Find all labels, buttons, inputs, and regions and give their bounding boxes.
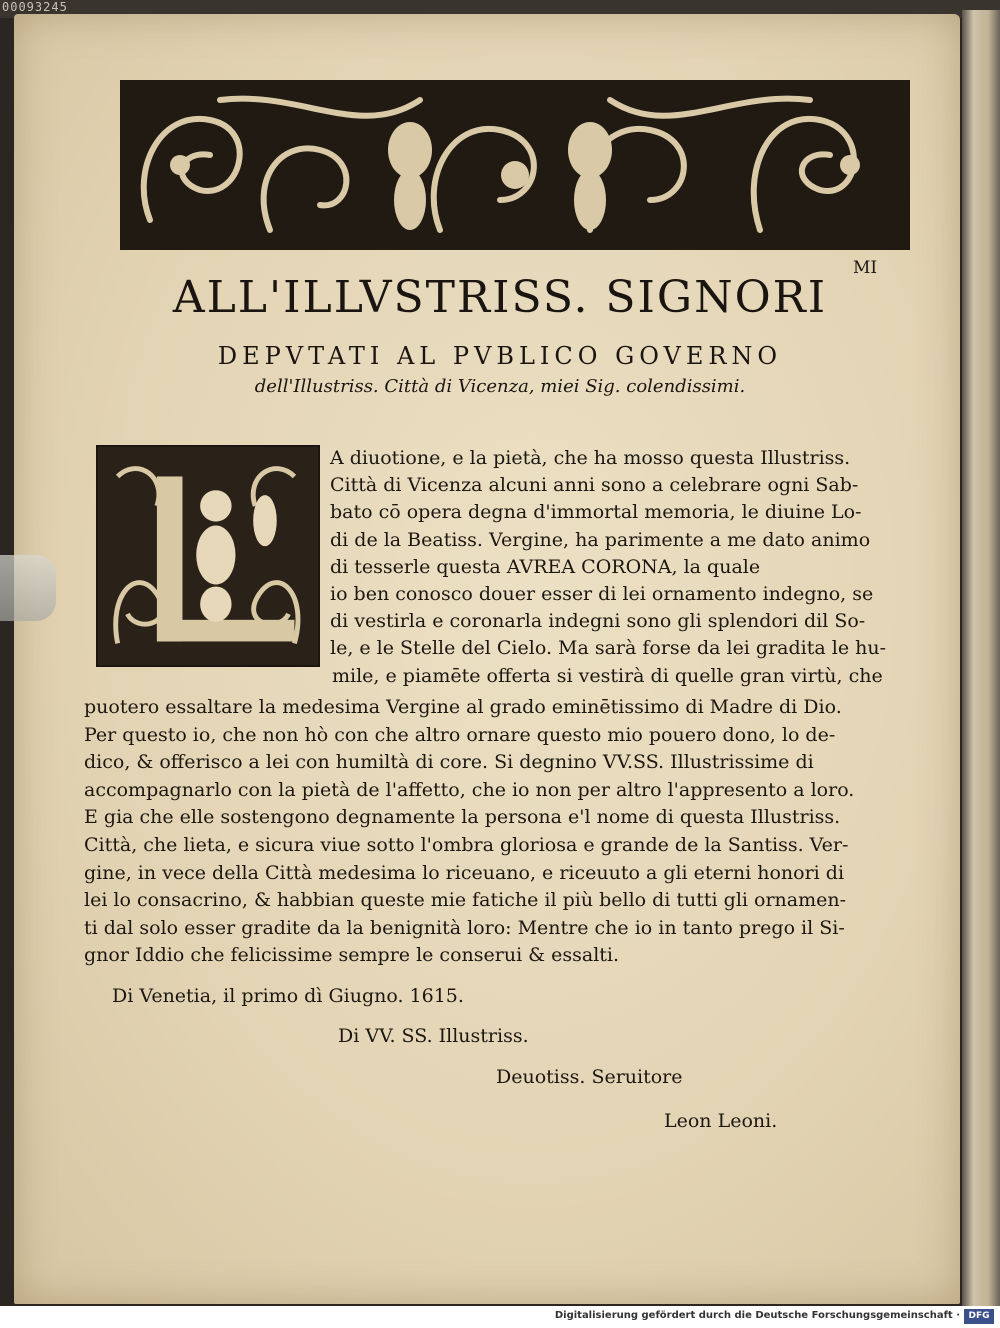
text-line: le, e le Stelle del Cielo. Ma sarà forse da lei gradita le hu- — [330, 637, 886, 660]
text-line: puotero essaltare la medesima Vergine al grado eminētissimo di Madre di Dio. — [84, 696, 842, 718]
text-line: Città di Vicenza alcuni anni sono a celebrare ogni Sab- — [330, 474, 859, 497]
woodcut-headpiece — [120, 80, 910, 250]
text-line: mile, e piamēte offerta si vestirà di quelle gran virtù, che — [332, 664, 883, 687]
text-line: Città, che lieta, e sicura viue sotto l'ombra gloriosa e grande de la Santiss. Ver- — [84, 834, 849, 856]
decorated-initial-L — [96, 445, 320, 667]
footer-bar — [0, 1306, 1000, 1328]
signature-mark: MI — [853, 258, 878, 278]
scanner-clip — [0, 555, 56, 621]
text-line: bato cō opera degna d'immortal memoria, le diuine Lo- — [330, 501, 862, 524]
text-line: gnor Iddio che felicissime sempre le conserui & essalti. — [84, 944, 620, 967]
footer-credit: Digitalisierung gefördert durch die Deutsche Forschungsgemeinschaft · — [554, 1310, 960, 1321]
text-line: di de la Beatiss. Vergine, ha parimente a me dato animo — [330, 528, 871, 551]
page-subtitle: DEPVTATI AL PVBLICO GOVERNO — [217, 342, 783, 370]
closing-signature: Leon Leoni. — [664, 1110, 778, 1132]
closing-date: Di Venetia, il primo dì Giugno. 1615. — [112, 985, 464, 1007]
text-line: Per questo io, che non hò con che altro ornare questo mio pouero dono, lo de- — [84, 723, 836, 746]
dfg-logo: DFG — [964, 1309, 994, 1324]
text-line: lei lo consacrino, & habbian queste mie fatiche il più bello di tutti gli ornamen- — [84, 889, 847, 912]
text-line: accompagnarlo con la pietà de l'affetto, che io non per altro l'appresento a loro. — [84, 778, 855, 801]
page-title: ALL'ILLVSTRISS. SIGNORI — [172, 272, 828, 323]
text-line: ti dal solo esser gradite da la benignità loro: Mentre che io in tanto prego il Si- — [84, 916, 845, 939]
facing-page-edge — [962, 10, 1000, 1306]
text-line: A diuotione, e la pietà, che ha mosso questa Illustriss. — [330, 447, 851, 469]
scan-id-label: 00093245 — [2, 0, 68, 14]
text-line: dico, & offerisco a lei con humiltà di core. Si degnino VV.SS. Illustrissime di — [84, 751, 814, 774]
text-line: gine, in vece della Città medesima lo riceuano, e riceuuto a gli eterni honori di — [84, 861, 845, 884]
text-line: di tesserle questa AVREA CORONA, la quale — [330, 555, 761, 578]
text-line: E gia che elle sostengono degnamente la persona e'l nome di questa Illustriss. — [84, 806, 841, 829]
text-line: di vestirla e coronarla indegni sono gli splendori dil So- — [330, 610, 866, 633]
page-subtitle-dedication: dell'Illustriss. Città di Vicenza, miei Sig. colendissimi. — [254, 376, 746, 397]
text-line: io ben conosco douer esser di lei ornamento indegno, se — [330, 583, 874, 605]
closing-servant: Deuotiss. Seruitore — [496, 1066, 683, 1088]
closing-salutation: Di VV. SS. Illustriss. — [338, 1025, 529, 1047]
